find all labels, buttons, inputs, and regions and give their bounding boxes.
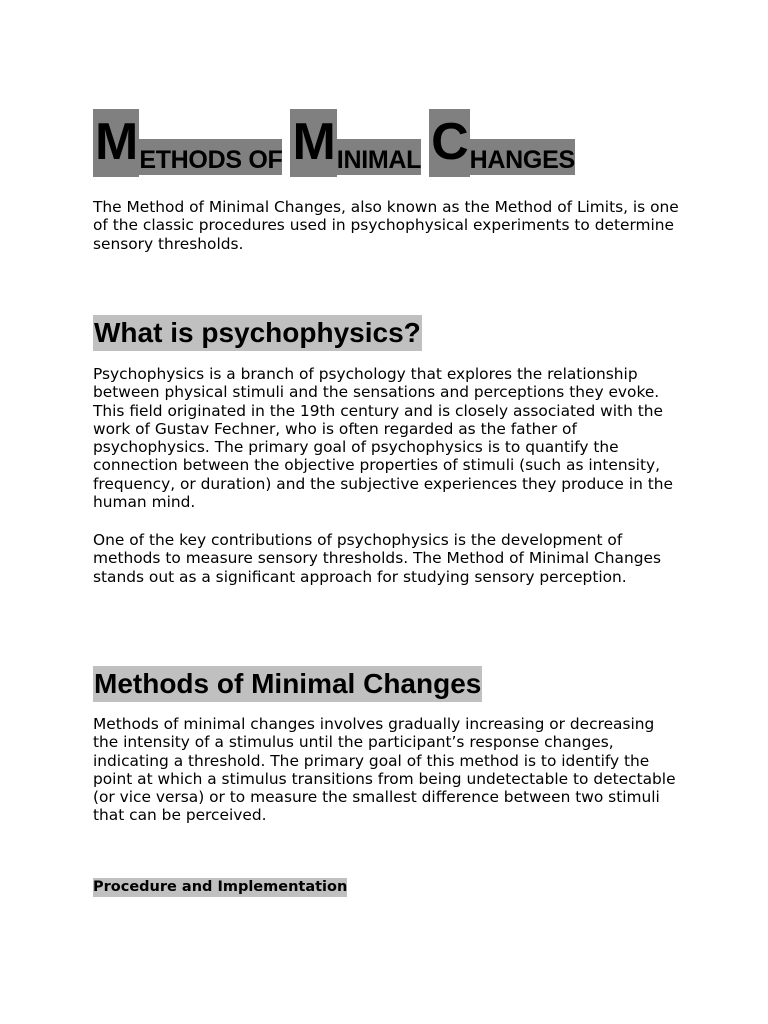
psychophysics-paragraph-2: One of the key contributions of psychophysics is the development of methods to measure sensory thresholds. The Method of Minimal Changes stands out as a significant approach for studying sensory perception.: [93, 531, 661, 586]
psychophysics-paragraph-1: Psychophysics is a branch of psychology that explores the relationship between physical stimuli and the sensations and perceptions they evoke. This field originated in the 19th century and is closely associated with the work of Gustav Fechner, who is often regarded as the father of psychophysics. The primary goal of psychophysics is to quantify the connection between the objective properties of stimuli (such as intensity, frequency, or duration) and the subjective experiences they produce in the human mind.: [93, 365, 673, 512]
heading-methods-of-minimal-changes: Methods of Minimal Changes: [93, 666, 482, 702]
heading-what-is-psychophysics: What is psychophysics?: [93, 315, 422, 351]
title-initial-2: M: [290, 109, 336, 177]
heading-procedure-and-implementation: Procedure and Implementation: [93, 878, 348, 895]
title-word-3: HANGES: [470, 139, 575, 175]
title-initial-3: C: [429, 109, 470, 177]
title-initial-1: M: [93, 109, 139, 177]
methods-paragraph: Methods of minimal changes involves gradually increasing or decreasing the intensity of a stimulus until the participant’s response changes, indicating a threshold. The primary goal of this method is to identify the point at which a stimulus transitions from being undetectable to detectable (or vice versa) or to measure the smallest difference between two stimuli that can be perceived.: [93, 715, 676, 825]
title-word-1: ETHODS OF: [139, 139, 282, 175]
title-word-2: INIMAL: [337, 139, 421, 175]
intro-paragraph: The Method of Minimal Changes, also known as the Method of Limits, is one of the classic procedures used in psychophysical experiments to determine sensory thresholds.: [93, 198, 679, 253]
document-title: [93, 109, 575, 177]
